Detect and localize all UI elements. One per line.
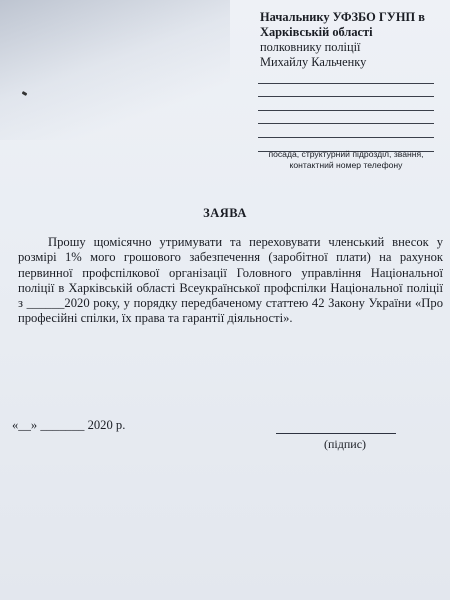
blank-line (258, 111, 434, 125)
paper-fold-shadow (0, 0, 230, 140)
caption-line-1: посада, структурний підрозділ, звання, (268, 149, 424, 159)
blank-line (258, 84, 434, 98)
document-title: ЗАЯВА (203, 206, 247, 220)
blank-line (258, 70, 434, 84)
blank-line (258, 124, 434, 138)
signature-line (276, 433, 396, 434)
applicant-blank-lines (258, 70, 434, 152)
addressee-line-2: Харківській області (260, 25, 373, 39)
addressee-line-4: Михайлу Кальченку (260, 55, 367, 69)
caption-line-2: контактний номер телефону (289, 160, 403, 170)
addressee-line-3: полковнику поліції (260, 40, 361, 54)
lines-caption (258, 149, 434, 171)
addressee-block (260, 10, 425, 70)
blank-line (258, 97, 434, 111)
addressee-line-1: Начальнику УФЗБО ГУНП в (260, 10, 425, 24)
signature-label: (підпис) (324, 437, 367, 451)
statement-paragraph: Прошу щомісячно утримувати та переховувати членський внесок у розмірі 1% мого грошового забезпечення (заробітної плати) на рахунок первинної профспілкової організації Головного управління Національної поліції в Харківській області Всеукраїнської профспілки Національної поліції з ______2020 року, у порядку передбаченому статтею 42 Закону України «Про професійні спілки, їх права та гарантії діяльності». (18, 235, 443, 326)
statement-body (18, 235, 443, 327)
date-field: «__» _______ 2020 р. (12, 418, 126, 432)
